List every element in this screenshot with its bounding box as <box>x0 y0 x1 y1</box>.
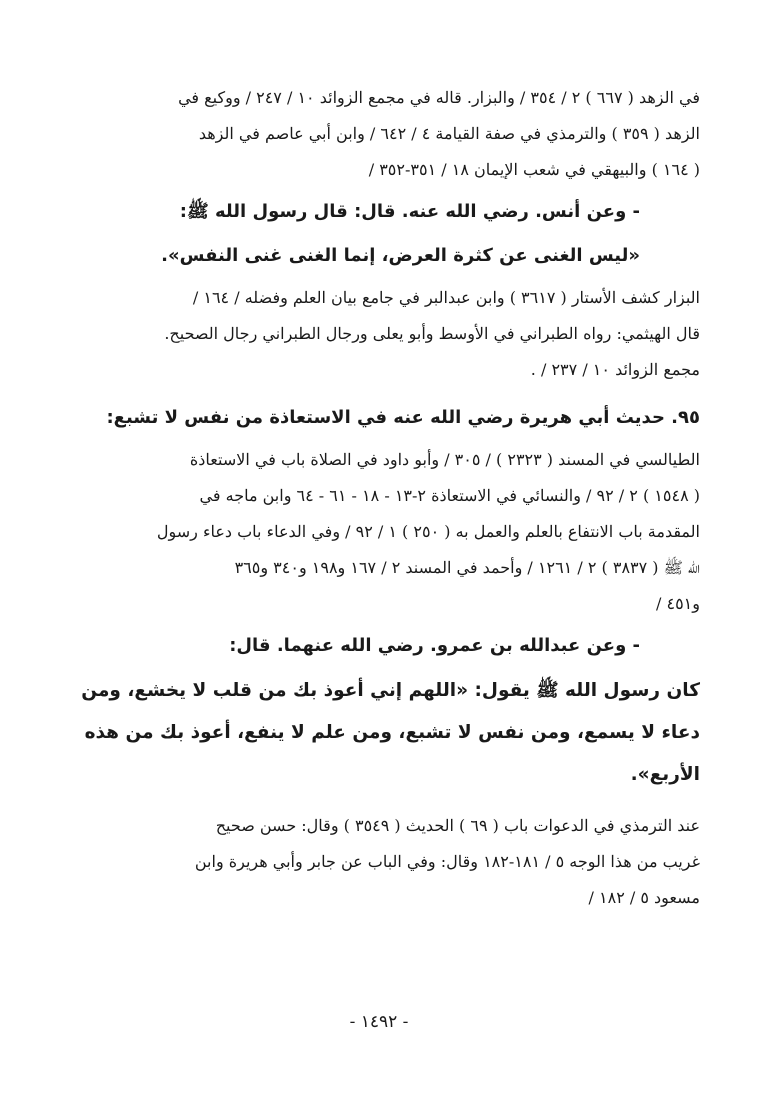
reference-block-2 <box>52 280 700 388</box>
reference-line: البزار كشف الأستار ( ٣٦١٧ ) وابن عبدالبر في جامع بيان العلم وفضله / ١٦٤ / <box>192 288 700 307</box>
reference-line: ( ١٥٤٨ ) ٢ / ٩٢ / والنسائي في الاستعاذة ٢-١٣ - ١٨ - ٦١ - ٦٤ وابن ماجه في <box>199 486 700 505</box>
reference-line: مجمع الزوائد ١٠ / ٢٣٧ / . <box>530 360 700 379</box>
reference-line: الزهد ( ٣٥٩ ) والترمذي في صفة القيامة ٤ / ٦٤٢ / وابن أبي عاصم في الزهد <box>198 124 700 143</box>
reference-line: قال الهيثمي: رواه الطبراني في الأوسط وأبو يعلى ورجال الطبراني رجال الصحيح. <box>164 324 700 343</box>
hadith-1-intro: - وعن أنس. رضي الله عنه. قال: قال رسول الله ﷺ: <box>179 201 640 222</box>
hadith-2-intro: - وعن عبدالله بن عمرو. رضي الله عنهما. قال: <box>229 635 640 656</box>
reference-block-3 <box>52 442 700 622</box>
reference-line: غريب من هذا الوجه ٥ / ١٨١-١٨٢ وقال: وفي الباب عن جابر وأبي هريرة وابن <box>194 852 700 871</box>
reference-block-1 <box>52 80 700 188</box>
reference-line: مسعود ٥ / ١٨٢ / <box>588 888 700 907</box>
reference-line: الطيالسي في المسند ( ٢٣٢٣ ) / ٣٠٥ / وأبو داود في الصلاة باب في الاستعاذة <box>189 450 700 469</box>
reference-line: عند الترمذي في الدعوات باب ( ٦٩ ) الحديث ( ٣٥٤٩ ) وقال: حسن صحيح <box>215 816 700 835</box>
reference-line: في الزهد ( ٦٦٧ ) ٢ / ٣٥٤ / والبزار. قاله في مجمع الزوائد ١٠ / ٢٤٧ / ووكيع في <box>178 88 700 107</box>
hadith-2-text: كان رسول الله ﷺ يقول: «اللهم إني أعوذ بك من قلب لا يخشع، ومن دعاء لا يسمع، ومن نفس لا تشبع، ومن علم لا ينفع، أعوذ بك من هذه الأربع». <box>81 680 700 785</box>
reference-line: المقدمة باب الانتفاع بالعلم والعمل به ( ٢٥٠ ) ١ / ٩٢ / وفي الدعاء باب دعاء رسول <box>156 522 700 541</box>
reference-line: ( ١٦٤ ) والبيهقي في شعب الإيمان ١٨ / ٣٥١-٣٥٢ / <box>368 160 700 179</box>
section-title: ٩٥. حديث أبي هريرة رضي الله عنه في الاستعاذة من نفس لا تشبع: <box>106 407 700 428</box>
reference-line: و٤٥١ / <box>656 594 700 613</box>
reference-block-4 <box>52 808 700 916</box>
reference-line: الله ﷺ ( ٣٨٣٧ ) ٢ / ١٢٦١ / وأحمد في المسند ٢ / ١٦٧ و١٩٨ و٣٤٠ و٣٦٥ <box>234 558 700 577</box>
hadith-1-text: «ليس الغنى عن كثرة العرض، إنما الغنى غنى النفس». <box>161 245 640 266</box>
page-number: - ١٤٩٢ - <box>349 1012 409 1032</box>
